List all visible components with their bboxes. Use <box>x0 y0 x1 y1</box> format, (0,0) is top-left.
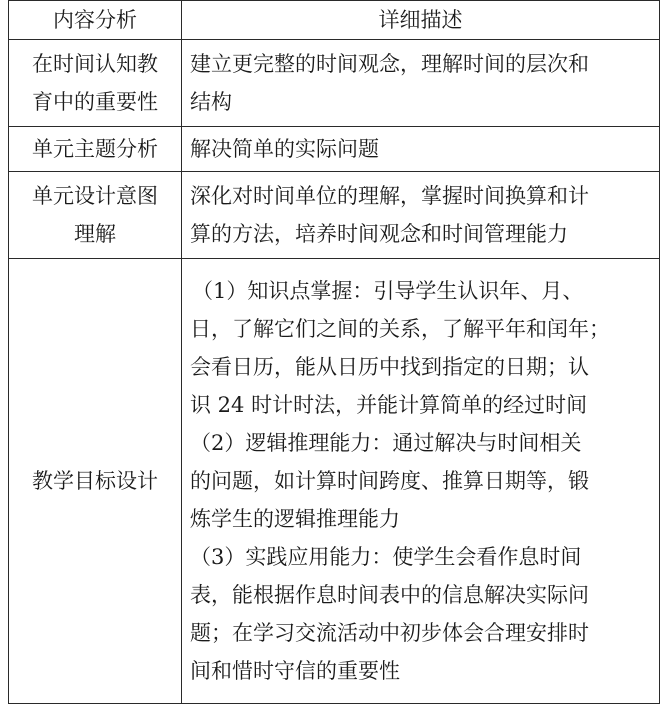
row-label-unit-theme <box>9 127 182 172</box>
description-line: 的问题，如计算时间跨度、推算日期等，锻 <box>190 469 589 493</box>
row-label-line: 单元主题分析 <box>32 137 158 161</box>
row-label-importance <box>9 40 182 127</box>
table-row <box>9 259 660 704</box>
row-description-importance <box>182 40 660 127</box>
description-line: 建立更完整的时间观念，理解时间的层次和 <box>190 52 589 76</box>
row-label-line: 在时间认知教 <box>32 52 158 76</box>
row-label-line: 理解 <box>74 222 116 246</box>
description-line: （2）逻辑推理能力：通过解决与时间相关 <box>190 431 582 455</box>
row-label-design-intent <box>9 172 182 259</box>
description-line: 题；在学习交流活动中初步体会合理安排时 <box>190 621 589 645</box>
row-description-design-intent <box>182 172 660 259</box>
analysis-table-container <box>8 0 659 704</box>
table-row <box>9 40 660 127</box>
description-line: 识 24 时计时法，并能计算简单的经过时间 <box>190 393 588 417</box>
row-label-line: 单元设计意图 <box>32 184 158 208</box>
description-line: 日，了解它们之间的关系，了解平年和闰年； <box>190 317 610 341</box>
description-line: 深化对时间单位的理解，掌握时间换算和计 <box>190 184 589 208</box>
row-label-line: 育中的重要性 <box>32 90 158 114</box>
analysis-table <box>8 0 660 704</box>
description-line: 算的方法，培养时间观念和时间管理能力 <box>190 222 568 246</box>
description-line: 炼学生的逻辑推理能力 <box>190 507 400 531</box>
description-line: （3）实践应用能力：使学生会看作息时间 <box>190 545 582 569</box>
header-detailed-description: 详细描述 <box>182 1 660 40</box>
table-row <box>9 172 660 259</box>
description-line: 表，能根据作息时间表中的信息解决实际问 <box>190 583 589 607</box>
row-label-teaching-goals <box>9 259 182 704</box>
description-line: 间和惜时守信的重要性 <box>190 659 400 683</box>
row-description-unit-theme <box>182 127 660 172</box>
table-header-row <box>9 1 660 40</box>
description-line: （1）知识点掌握：引导学生认识年、月、 <box>192 279 584 303</box>
row-label-line: 教学目标设计 <box>32 469 158 493</box>
header-content-analysis: 内容分析 <box>9 1 182 40</box>
description-line: 结构 <box>190 90 232 114</box>
description-line: 会看日历，能从日历中找到指定的日期；认 <box>190 355 589 379</box>
description-line: 解决简单的实际问题 <box>190 137 379 161</box>
table-row <box>9 127 660 172</box>
row-description-teaching-goals <box>182 259 660 704</box>
